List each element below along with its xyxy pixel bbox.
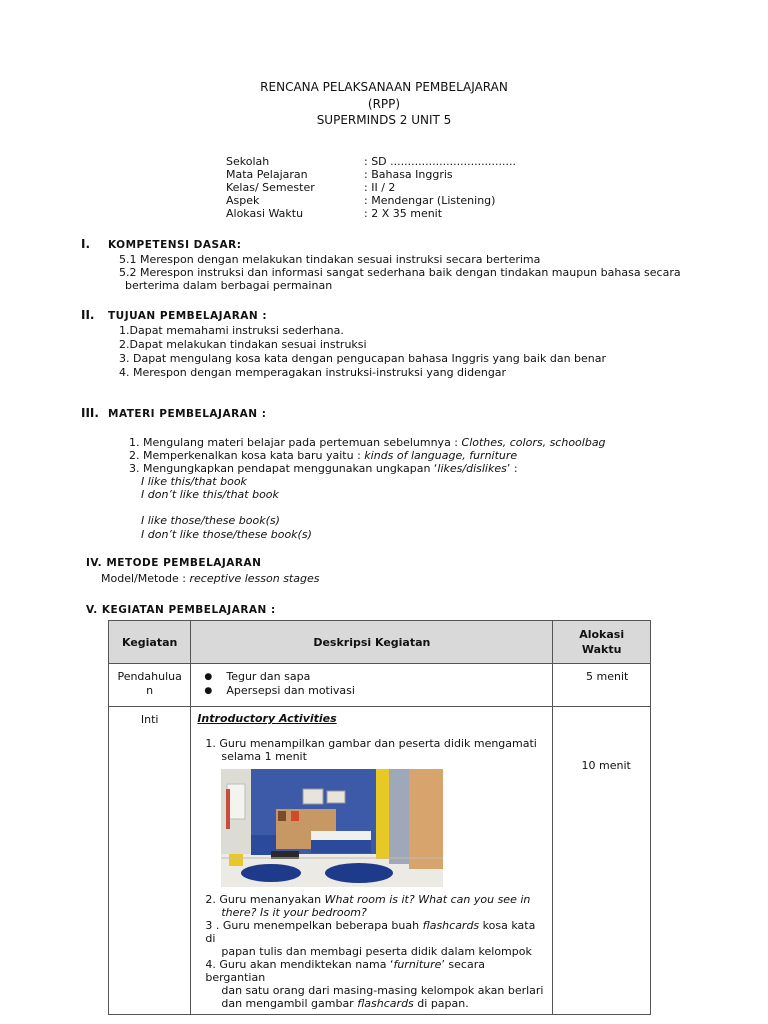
document-title: RENCANA PELAKSANAAN PEMBELAJARAN <box>260 80 508 94</box>
list-item: ● Tegur dan sapa <box>192 670 551 684</box>
identity-label: Kelas/ Semester <box>226 181 315 194</box>
cell-waktu: 5 menit <box>553 664 651 707</box>
section-number: III. <box>81 406 99 420</box>
example-sentence: I like this/that book <box>141 475 247 488</box>
identity-value: : Mendengar (Listening) <box>364 194 496 207</box>
materi-item: 2. Memperkenalkan kosa kata baru yaitu : kinds of language, furniture <box>129 449 518 462</box>
tujuan-item: 2.Dapat melakukan tindakan sesuai instruksi <box>119 338 367 351</box>
tujuan-item: 4. Merespon dengan memperagakan instruksi-instruksi yang didengar <box>119 366 507 379</box>
section-title-kegiatan: V. KEGIATAN PEMBELAJARAN : <box>86 604 276 616</box>
identity-value: : Bahasa Inggris <box>364 168 453 181</box>
list-item: ● Apersepsi dan motivasi <box>192 684 551 698</box>
example-sentence: I don’t like this/that book <box>141 488 279 501</box>
kd-item: berterima dalam berbagai permainan <box>125 279 333 292</box>
section-title-materi: MATERI PEMBELAJARAN : <box>108 408 267 420</box>
identity-label: Sekolah <box>226 155 270 168</box>
tujuan-item: 3. Dapat mengulang kosa kata dengan pengucapan bahasa Inggris yang baik dan benar <box>119 352 607 365</box>
bullet-icon: ● <box>204 672 213 682</box>
bullet-icon: ● <box>204 686 213 696</box>
kd-item: 5.2 Merespon instruksi dan informasi sangat sederhana baik dengan tindakan maupun bahasa secara <box>119 266 681 279</box>
identity-label: Alokasi Waktu <box>226 207 304 220</box>
column-header-kegiatan: Kegiatan <box>109 621 191 664</box>
cell-deskripsi <box>191 707 553 1015</box>
tujuan-item: 1.Dapat memahami instruksi sederhana. <box>119 324 344 337</box>
table-header-row <box>109 621 651 664</box>
section-number: II. <box>81 308 95 322</box>
example-sentence: I like those/these book(s) <box>141 514 280 527</box>
identity-value: : SD .................................... <box>364 155 517 168</box>
cell-deskripsi <box>191 664 553 707</box>
metode-line: Model/Metode : receptive lesson stages <box>101 572 320 585</box>
bedroom-image <box>221 769 443 887</box>
step-item: 1. Guru menampilkan gambar dan peserta didik mengamati selama 1 menit <box>205 737 537 763</box>
activity-heading: Introductory Activities <box>197 712 337 725</box>
step-item: 2. Guru menanyakan What room is it? What can you see in there? Is it your bedroom? <box>205 893 531 919</box>
document-subtitle: (RPP) <box>367 97 401 111</box>
identity-value: : II / 2 <box>364 181 396 194</box>
identity-value: : 2 X 35 menit <box>364 207 443 220</box>
section-title-tujuan: TUJUAN PEMBELAJARAN : <box>108 310 268 322</box>
step-item: 3 . Guru menempelkan beberapa buah flashcards kosa kata di papan tulis dan membagi peserta didik dalam kelompok <box>205 919 536 958</box>
example-sentence: I don’t like those/these book(s) <box>141 528 312 541</box>
activity-table <box>108 620 651 1015</box>
cell-kegiatan: Inti <box>109 707 191 1015</box>
materi-item: 1. Mengulang materi belajar pada pertemuan sebelumnya : Clothes, colors, schoolbag <box>129 436 606 449</box>
section-title-kompetensi: KOMPETENSI DASAR: <box>108 239 242 251</box>
column-header-waktu: Alokasi Waktu <box>553 621 651 664</box>
materi-item: 3. Mengungkapkan pendapat menggunakan ungkapan ‘likes/dislikes’ : <box>129 462 518 475</box>
identity-label: Aspek <box>226 194 260 207</box>
section-number: I. <box>81 237 91 251</box>
document-unit: SUPERMINDS 2 UNIT 5 <box>316 113 452 127</box>
cell-kegiatan: Pendahuluan <box>109 664 191 707</box>
identity-label: Mata Pelajaran <box>226 168 308 181</box>
table-row <box>109 707 651 1015</box>
table-row <box>109 664 651 707</box>
step-item: 4. Guru akan mendiktekan nama ‘furniture’ secara bergantian dan satu orang dari masing-masing kelompok akan berlari dan mengambil gambar flashcards di papan. <box>205 958 544 1010</box>
column-header-deskripsi: Deskripsi Kegiatan <box>191 621 553 664</box>
kd-item: 5.1 Merespon dengan melakukan tindakan sesuai instruksi secara berterima <box>119 253 541 266</box>
section-title-metode: IV. METODE PEMBELAJARAN <box>86 557 262 569</box>
cell-waktu: 10 menit <box>553 707 651 1015</box>
